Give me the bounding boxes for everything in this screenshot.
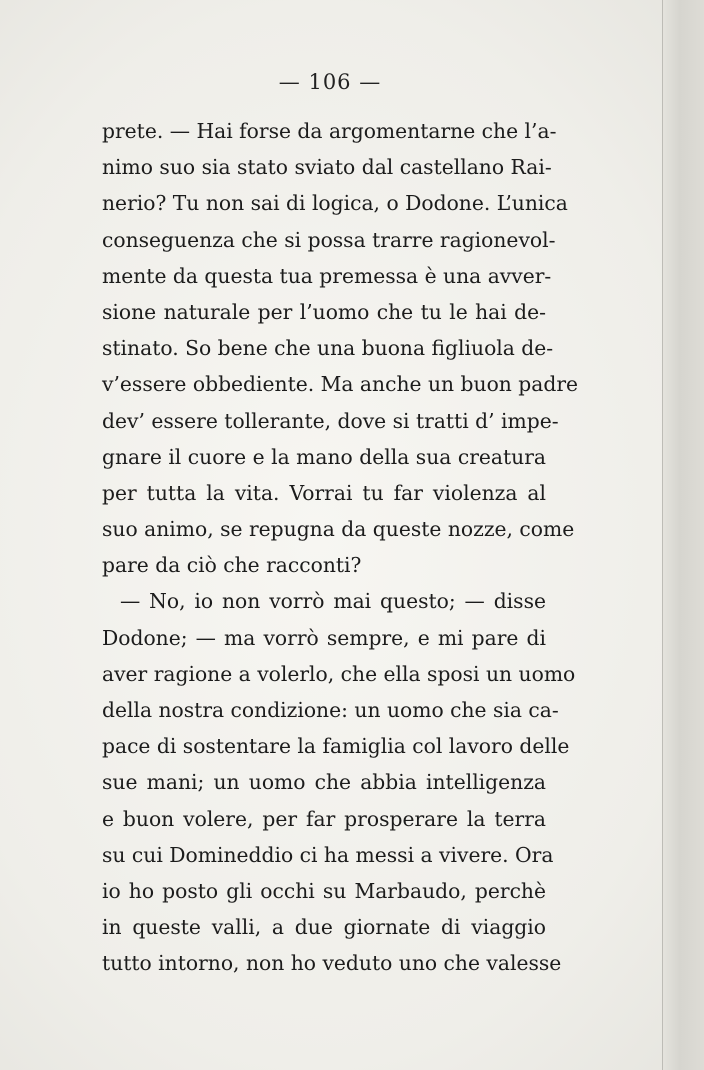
text-line: tutto intorno, non ho veduto uno che valesse	[102, 951, 562, 976]
text-line: della nostra condizione: un uomo che sia ca-	[102, 698, 559, 722]
text-line: nerio? Tu non sai di logica, o Dodone. L’unica	[102, 191, 568, 216]
text-line: e buon volere, per far prosperare la terra	[102, 806, 546, 831]
text-line: nimo suo sia stato sviato dal castellano Rai-	[102, 155, 552, 180]
text-line: Dodone; — ma vorrò sempre, e mi pare di	[102, 625, 546, 650]
text-line: sue mani; un uomo che abbia intelligenza	[102, 770, 546, 795]
text-line: pare da ciò che racconti?	[102, 553, 362, 578]
text-line: conseguenza che si possa trarre ragionevol-	[102, 227, 556, 252]
text-line: io ho posto gli occhi su Marbaudo, perchè	[102, 878, 546, 903]
text-line: v’essere obbediente. Ma anche un buon padre	[102, 372, 579, 397]
text-line: in queste valli, a due giornate di viaggio	[102, 915, 546, 940]
text-line: — No, io non vorrò mai questo; — disse	[120, 589, 546, 614]
text-line: gnare il cuore e la mano della sua creatura	[102, 444, 546, 469]
text-line: per tutta la vita. Vorrai tu far violenza al	[102, 480, 546, 505]
text-line: suo animo, se repugna da queste nozze, come	[102, 517, 575, 542]
text-line: prete. — Hai forse da argomentarne che l’a-	[102, 119, 557, 143]
page-number: — 106 —	[278, 70, 382, 94]
text-line: pace di sostentare la famiglia col lavoro delle	[102, 734, 570, 759]
body-text	[102, 113, 579, 982]
text-line: dev’ essere tollerante, dove si tratti d’ impe-	[102, 408, 559, 433]
page-spine-shadow	[662, 0, 704, 1070]
text-line: stinato. So bene che una buona figliuola de-	[102, 336, 554, 361]
text-line: su cui Domineddio ci ha messi a vivere. Ora	[102, 842, 554, 867]
text-line: mente da questa tua premessa è una avver-	[102, 263, 552, 288]
text-line: aver ragione a volerlo, che ella sposi un uomo	[102, 661, 576, 686]
text-line: sione naturale per l’uomo che tu le hai de-	[102, 299, 546, 324]
